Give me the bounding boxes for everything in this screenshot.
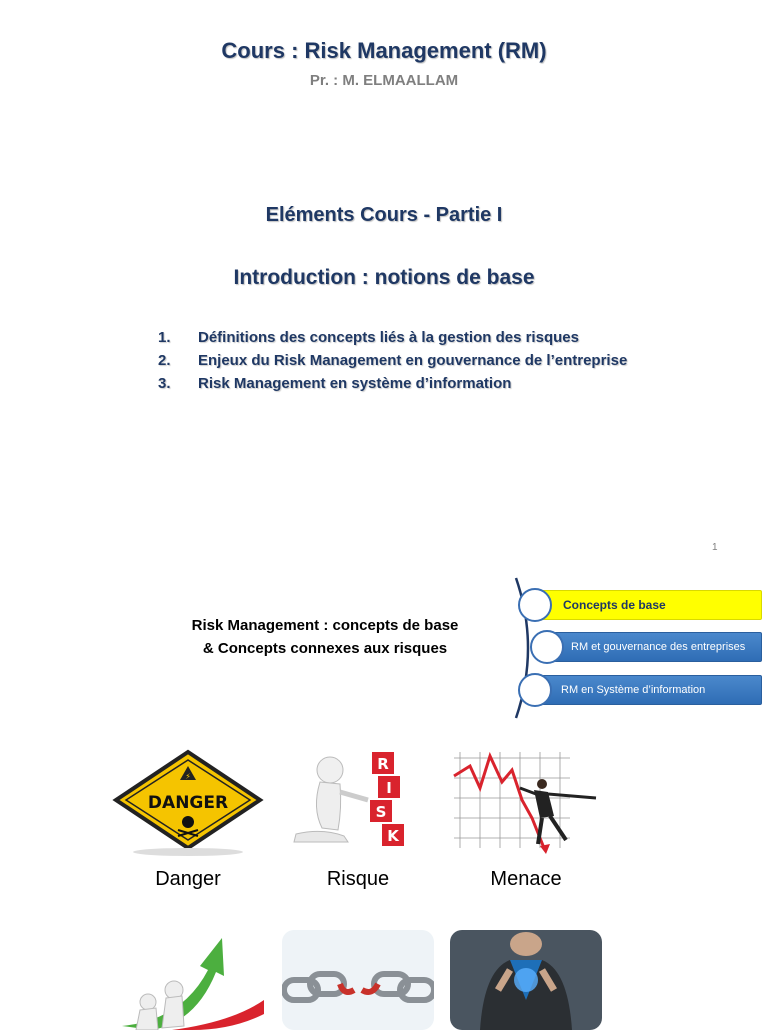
nav-item-label: RM et gouvernance des entreprises: [571, 641, 746, 653]
nav-item-concepts-de-base[interactable]: [528, 590, 762, 620]
menace-picture: [450, 748, 602, 858]
slide-2-title: [150, 614, 500, 660]
picture-label-menace: Menace: [490, 868, 562, 890]
resilience-picture: [450, 930, 602, 1030]
danger-sign-text: DANGER: [147, 793, 229, 813]
superhero-businessman-icon: [450, 930, 602, 1030]
outline-item: [158, 349, 627, 372]
risk-letter: K: [387, 827, 399, 845]
outline-number: 2.: [158, 352, 171, 369]
outline-number: 3.: [158, 375, 171, 392]
picture-label-danger: Danger: [155, 868, 221, 890]
risk-letter: R: [377, 755, 389, 773]
nav-bullet-circle: [530, 630, 564, 664]
outline-list: [158, 326, 627, 395]
author-name: Pr. : M. ELMAALLAM: [309, 72, 459, 89]
outline-text: Enjeux du Risk Management en gouvernance de l’entreprise: [198, 352, 628, 369]
outline-number: 1.: [158, 329, 171, 346]
nav-bullet-circle: [518, 673, 552, 707]
risk-letter: I: [386, 779, 392, 797]
slide-2-title-line-1: Risk Management : concepts de base: [191, 617, 459, 634]
nav-bullet-circle: [518, 588, 552, 622]
opportunity-picture: [112, 930, 264, 1030]
part-title: Eléments Cours - Partie I: [265, 204, 503, 226]
risk-blocks-icon: [282, 748, 434, 858]
risk-letter: S: [375, 803, 387, 821]
nav-item-label: RM en Système d’information: [561, 684, 706, 696]
nav-item-rm-gouvernance[interactable]: [544, 632, 762, 662]
danger-picture: [112, 748, 264, 858]
nav-item-label: Concepts de base: [563, 598, 666, 612]
slide-2: [0, 562, 768, 1024]
vulnerability-picture: [282, 930, 434, 1030]
outline-item: [158, 372, 627, 395]
outline-text: Risk Management en système d’information: [198, 375, 512, 392]
nav-item-rm-systeme-information[interactable]: [530, 675, 762, 705]
broken-chain-icon: [282, 930, 434, 1030]
danger-sign-icon: [112, 748, 264, 858]
intro-title: Introduction : notions de base: [233, 266, 535, 289]
svg-text:⚡: ⚡: [185, 772, 191, 781]
falling-chart-icon: [450, 748, 602, 858]
outline-text: Définitions des concepts liés à la gestion des risques: [198, 329, 579, 346]
outline-item: [158, 326, 627, 349]
slide-2-title-line-2: & Concepts connexes aux risques: [202, 640, 448, 657]
pushing-arrow-icon: [112, 930, 264, 1030]
page-number: 1: [712, 542, 718, 553]
picture-label-risque: Risque: [326, 868, 390, 890]
course-title: Cours : Risk Management (RM): [221, 38, 547, 63]
risk-picture: [282, 748, 434, 858]
